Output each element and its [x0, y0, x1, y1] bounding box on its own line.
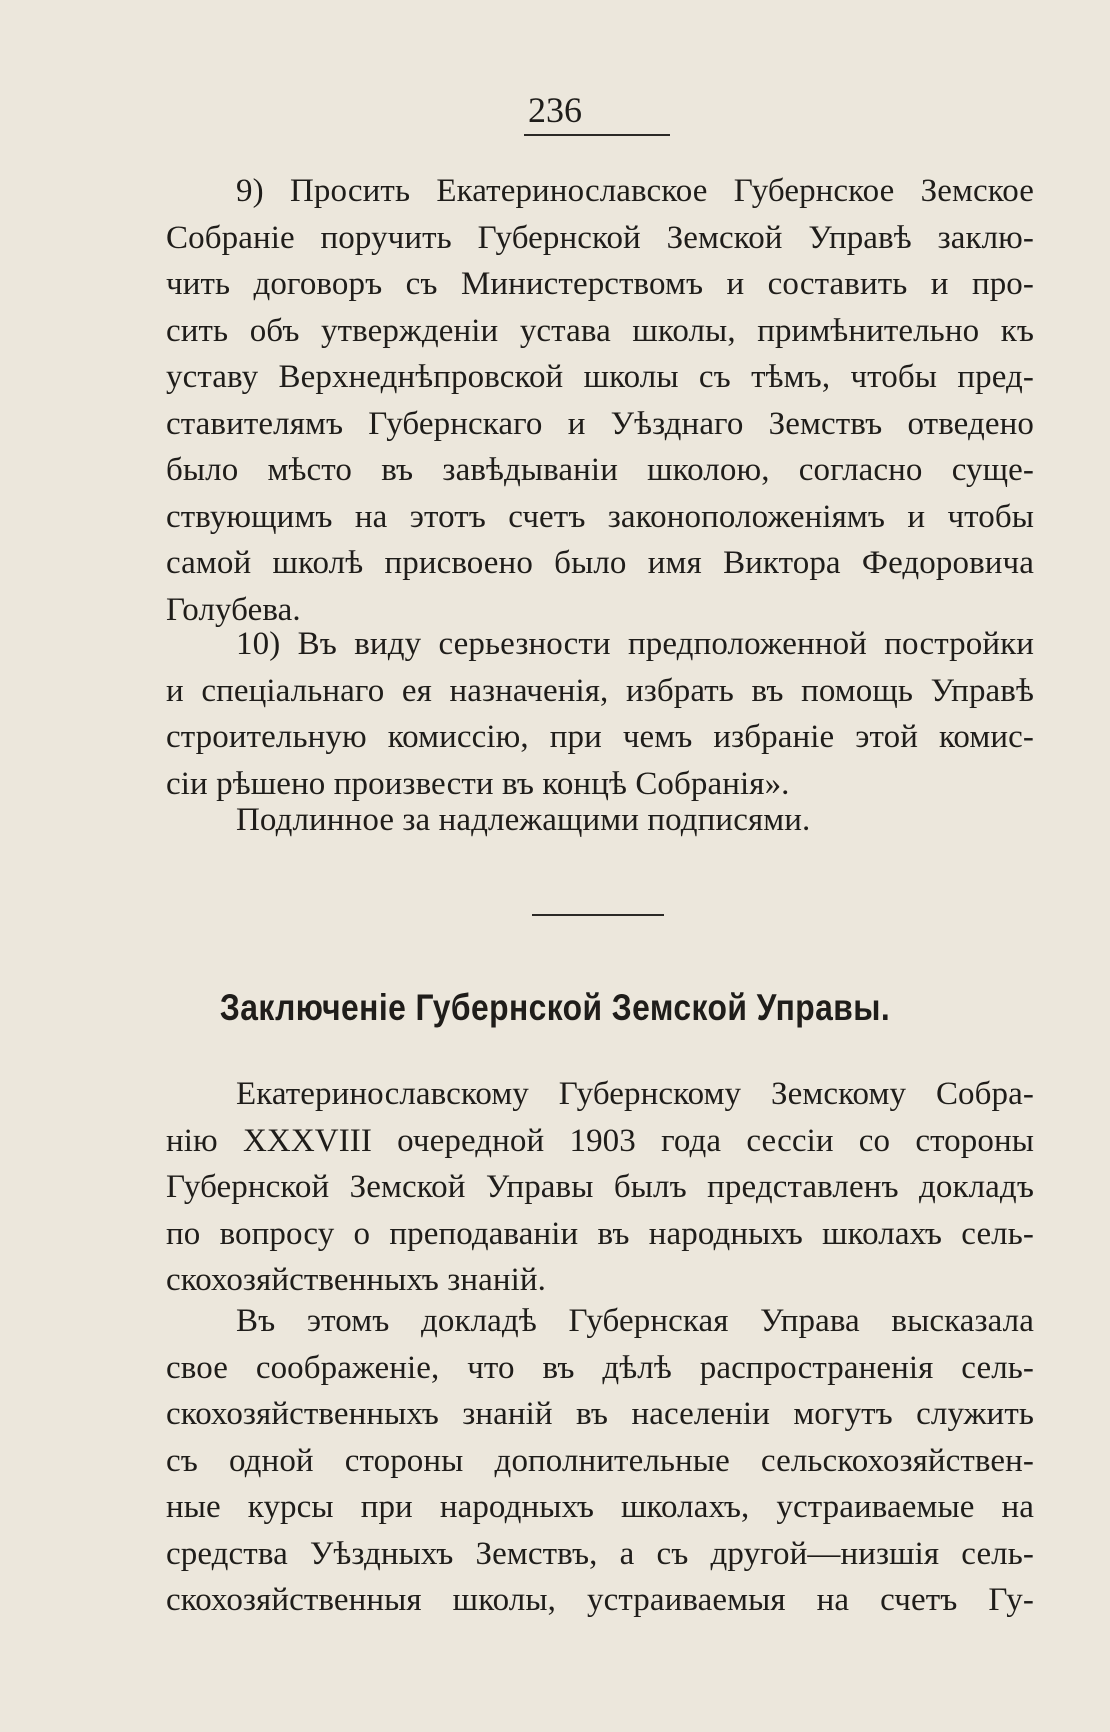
text-line: 10) Въ виду серьезности предположенной постройки: [236, 626, 1034, 662]
text-line: свое соображеніе, что въ дѣлѣ распространенія сель-: [166, 1349, 1034, 1386]
text-line: Подлинное за надлежащими подписями.: [236, 802, 811, 838]
paragraph-conclusion-1: [166, 1071, 1034, 1304]
text-line: Голубева.: [166, 591, 301, 628]
text-line: Губернской Земской Управы былъ представленъ докладъ: [166, 1169, 1034, 1205]
page-number: 236: [528, 90, 582, 130]
text-line: уставу Верхнеднѣпровской школы съ тѣмъ, чтобы пред-: [166, 359, 1034, 395]
section-heading: Заключеніе Губернской Земской Управы.: [219, 987, 891, 1028]
text-line: 9) Просить Екатеринославское Губернское Земское: [236, 173, 1034, 209]
text-line: съ одной стороны дополнительные сельскохозяйствен-: [166, 1442, 1034, 1479]
text-line: самой школѣ присвоено было имя Виктора Федоровича: [166, 545, 1034, 581]
page-header: [0, 88, 1110, 132]
text-line: Екатеринославскому Губернскому Земскому Собра-: [236, 1076, 1034, 1112]
text-line: ные курсы при народныхъ школахъ, устраиваемые на: [166, 1489, 1034, 1525]
text-line: скохозяйственныхъ знаній въ населеніи могутъ служить: [166, 1396, 1034, 1432]
text-line: скохозяйственныхъ знаній.: [166, 1262, 547, 1298]
paragraph-item-9: [166, 168, 1034, 633]
text-line: ствующимъ на этотъ счетъ законоположеніямъ и чтобы: [166, 498, 1034, 535]
text-line: сіи рѣшено произвести въ концѣ Собранія».: [166, 765, 790, 802]
section-divider: [532, 914, 664, 916]
text-line: ставителямъ Губернскаго и Уѣзднаго Земствъ отведено: [166, 405, 1034, 442]
text-line: строительную комиссію, при чемъ избраніе этой комис-: [166, 719, 1034, 755]
text-line: Собраніе поручить Губернской Земской Управѣ заклю-: [166, 219, 1034, 256]
text-line: чить договоръ съ Министерствомъ и составить и про-: [166, 266, 1034, 302]
text-line: сить объ утвержденіи устава школы, примѣнительно къ: [166, 312, 1034, 349]
text-line: по вопросу о преподаваніи въ народныхъ школахъ сель-: [166, 1215, 1034, 1252]
text-line: средства Уѣздныхъ Земствъ, а съ другой—низшія сель-: [166, 1535, 1034, 1572]
paragraph-conclusion-2: [166, 1298, 1034, 1624]
paragraph-item-10: [166, 621, 1034, 807]
paragraph-signature-note: [166, 797, 1034, 844]
text-line: было мѣсто въ завѣдываніи школою, согласно суще-: [166, 452, 1034, 488]
text-line: скохозяйственныя школы, устраиваемыя на счетъ Гу-: [166, 1582, 1034, 1618]
header-rule: [524, 134, 670, 136]
text-line: и спеціальнаго ея назначенія, избрать въ помощь Управѣ: [166, 672, 1034, 709]
text-line: нію XXXVIII очередной 1903 года сессіи со стороны: [166, 1122, 1034, 1159]
text-line: Въ этомъ докладѣ Губернская Управа высказала: [236, 1303, 1034, 1339]
